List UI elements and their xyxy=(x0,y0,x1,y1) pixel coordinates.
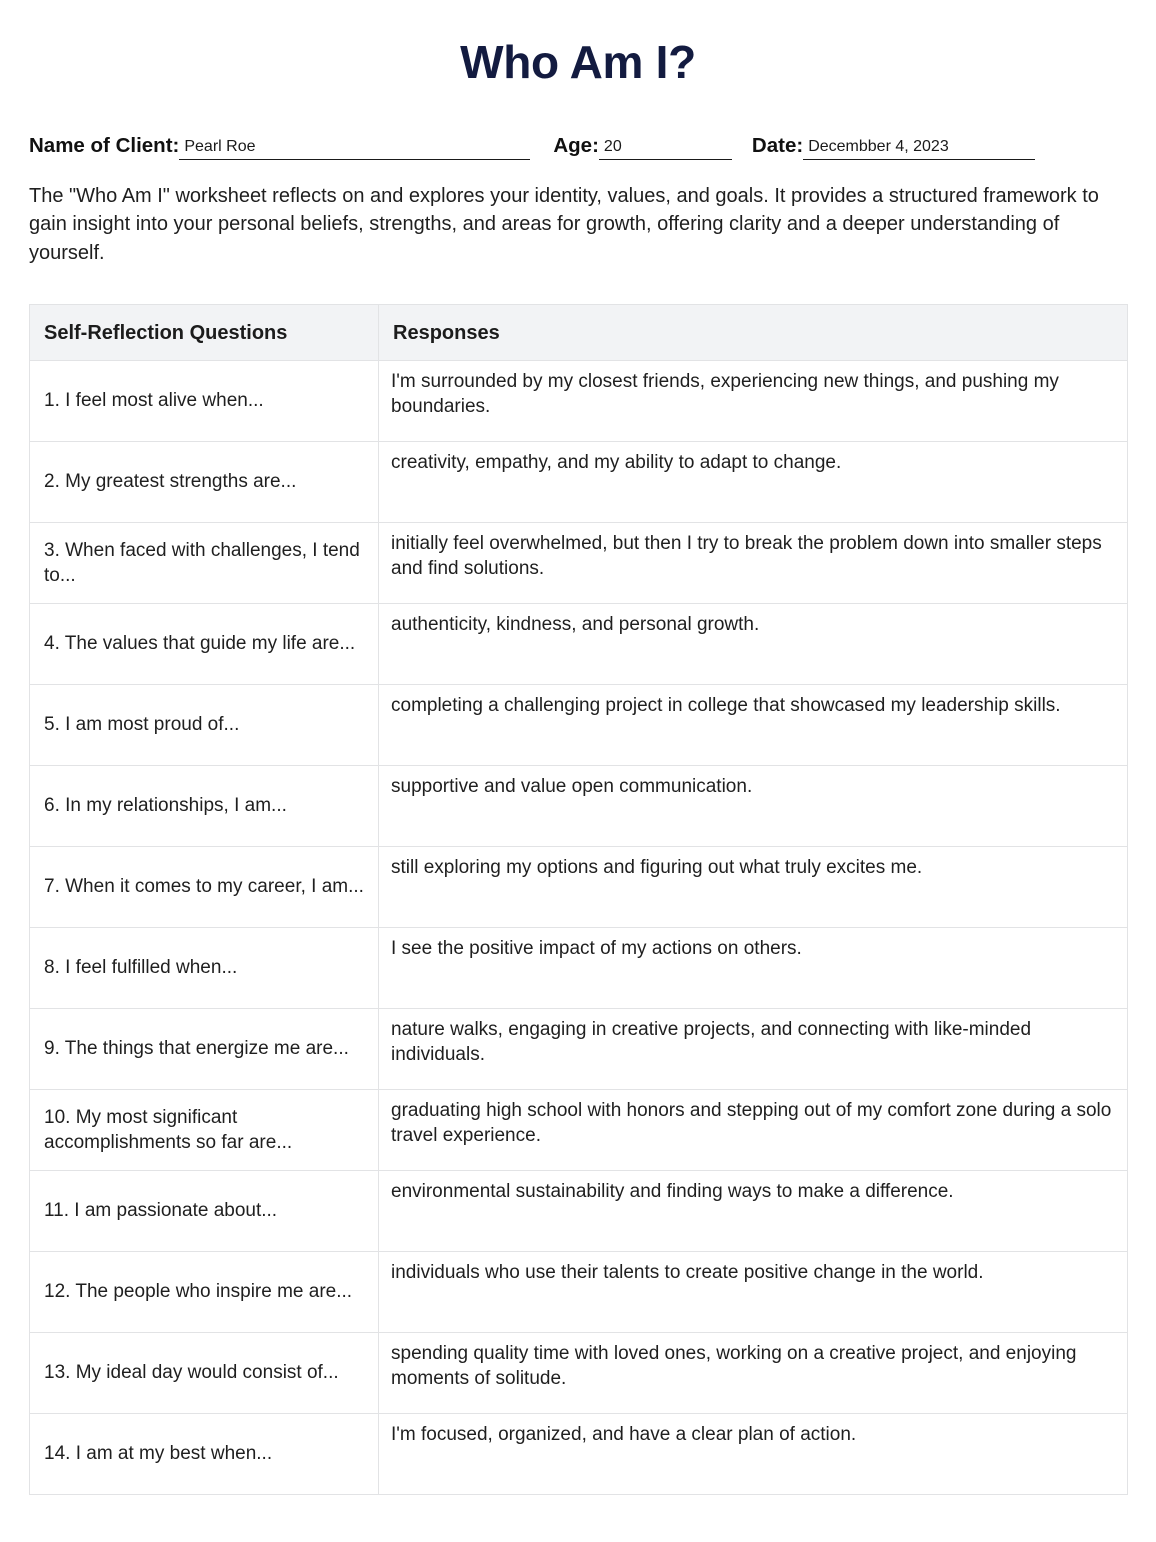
response-cell[interactable]: individuals who use their talents to create positive change in the world. xyxy=(379,1252,1128,1333)
column-header-questions: Self-Reflection Questions xyxy=(30,305,379,361)
question-cell: 11. I am passionate about... xyxy=(30,1171,379,1252)
date-field xyxy=(752,134,1035,160)
age-field xyxy=(553,134,732,160)
question-cell: 12. The people who inspire me are... xyxy=(30,1252,379,1333)
response-cell[interactable]: completing a challenging project in college that showcased my leadership skills. xyxy=(379,685,1128,766)
date-label: Date: xyxy=(751,134,804,158)
response-cell[interactable]: nature walks, engaging in creative projects, and connecting with like-minded individuals. xyxy=(379,1009,1128,1090)
question-cell: 8. I feel fulfilled when... xyxy=(30,928,379,1009)
question-cell: 1. I feel most alive when... xyxy=(30,361,379,442)
table-row xyxy=(30,1414,1128,1495)
question-cell: 10. My most significant accomplishments so far are... xyxy=(30,1090,379,1171)
response-cell[interactable]: authenticity, kindness, and personal growth. xyxy=(379,604,1128,685)
name-of-client-label: Name of Client: xyxy=(29,134,180,158)
table-row xyxy=(30,1171,1128,1252)
response-cell[interactable]: I'm focused, organized, and have a clear plan of action. xyxy=(379,1414,1128,1495)
column-header-responses: Responses xyxy=(379,305,1128,361)
response-cell[interactable]: spending quality time with loved ones, working on a creative project, and enjoying moments of solitude. xyxy=(379,1333,1128,1414)
age-label: Age: xyxy=(553,134,599,158)
table-row xyxy=(30,1009,1128,1090)
table-row xyxy=(30,928,1128,1009)
table-row xyxy=(30,1090,1128,1171)
table-header xyxy=(30,305,1128,361)
question-cell: 3. When faced with challenges, I tend to... xyxy=(30,523,379,604)
table-row xyxy=(30,442,1128,523)
question-cell: 9. The things that energize me are... xyxy=(30,1009,379,1090)
self-reflection-table xyxy=(29,304,1128,1495)
response-cell[interactable]: initially feel overwhelmed, but then I try to break the problem down into smaller steps and find solutions. xyxy=(379,523,1128,604)
table-row xyxy=(30,523,1128,604)
page-title: Who Am I? xyxy=(460,36,696,88)
table-row xyxy=(30,766,1128,847)
date-input[interactable]: Decembber 4, 2023 xyxy=(803,137,1035,160)
question-cell: 4. The values that guide my life are... xyxy=(30,604,379,685)
question-cell: 13. My ideal day would consist of... xyxy=(30,1333,379,1414)
name-of-client-field xyxy=(29,134,530,160)
question-cell: 6. In my relationships, I am... xyxy=(30,766,379,847)
response-cell[interactable]: supportive and value open communication. xyxy=(379,766,1128,847)
table-row xyxy=(30,847,1128,928)
response-cell[interactable]: graduating high school with honors and stepping out of my comfort zone during a solo travel experience. xyxy=(379,1090,1128,1171)
table-row xyxy=(30,685,1128,766)
name-of-client-input[interactable]: Pearl Roe xyxy=(179,137,530,160)
question-cell: 14. I am at my best when... xyxy=(30,1414,379,1495)
response-cell[interactable]: still exploring my options and figuring out what truly excites me. xyxy=(379,847,1128,928)
worksheet-description: The "Who Am I" worksheet reflects on and explores your identity, values, and goals. It provides a structured framework to gain insight into your personal beliefs, strengths, and areas for growth, offering clarity and a deeper understanding of yourself. xyxy=(29,184,1099,264)
table-header-row xyxy=(30,305,1128,361)
question-cell: 2. My greatest strengths are... xyxy=(30,442,379,523)
response-cell[interactable]: environmental sustainability and finding ways to make a difference. xyxy=(379,1171,1128,1252)
table-row xyxy=(30,361,1128,442)
response-cell[interactable]: I'm surrounded by my closest friends, experiencing new things, and pushing my boundaries. xyxy=(379,361,1128,442)
age-input[interactable]: 20 xyxy=(599,137,732,160)
client-info-row xyxy=(29,134,1127,160)
table-row xyxy=(30,1333,1128,1414)
question-cell: 7. When it comes to my career, I am... xyxy=(30,847,379,928)
table-row xyxy=(30,604,1128,685)
table-body xyxy=(30,361,1128,1495)
response-cell[interactable]: I see the positive impact of my actions on others. xyxy=(379,928,1128,1009)
response-cell[interactable]: creativity, empathy, and my ability to adapt to change. xyxy=(379,442,1128,523)
question-cell: 5. I am most proud of... xyxy=(30,685,379,766)
table-row xyxy=(30,1252,1128,1333)
